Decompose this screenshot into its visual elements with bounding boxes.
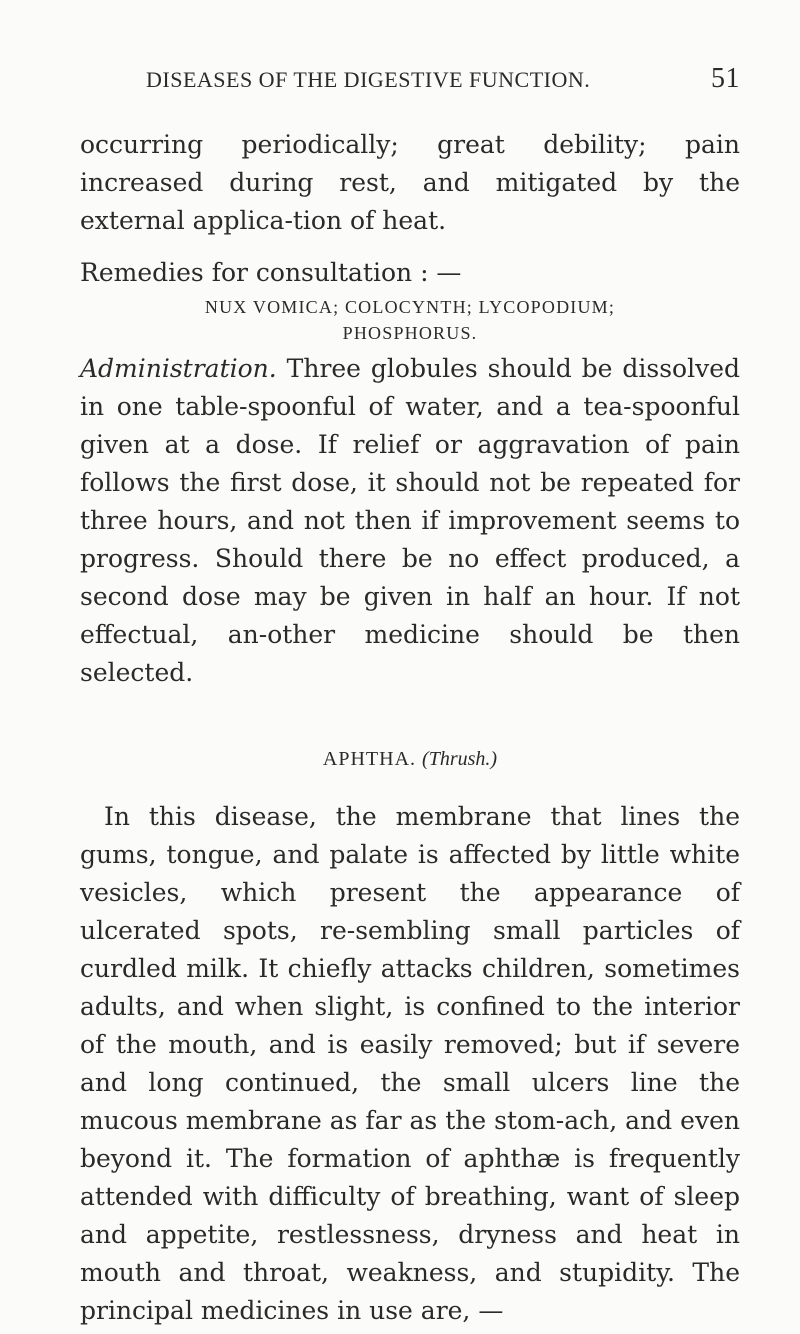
remedy-line-2: PHOSPHORUS.: [342, 323, 478, 343]
section-title: APHTHA.: [322, 748, 417, 770]
remedy-list: [80, 294, 740, 346]
page-number: 51: [711, 63, 740, 94]
book-page: [80, 60, 740, 1330]
section-subtitle: (Thrush.): [422, 748, 498, 770]
remedy-line-1: NUX VOMICA; COLOCYNTH; LYCOPODIUM;: [204, 297, 616, 317]
aphtha-paragraph: In this disease, the membrane that lines the gums, tongue, and palate is affected by little white vesicles, which present the appearance of ulcerated spots, re-sembling small particles of curdled milk. It chiefly attacks children, sometimes adults, and when slight, is confined to the interior of the mouth, and is easily removed; but if severe and long continued, the small ulcers line the mucous membrane as far as the stom-ach, and even beyond it. The formation of aphthæ is frequently attended with difficulty of breathing, want of sleep and appetite, restlessness, dryness and heat in mouth and throat, weakness, and stupidity. The principal medicines in use are, —: [80, 802, 740, 1325]
administration-lead: Administration.: [80, 354, 277, 383]
section-heading: [80, 740, 740, 778]
remedies-intro: Remedies for consultation : —: [80, 258, 462, 287]
running-head: [80, 60, 740, 100]
continuation-paragraph: occurring periodically; great debility; pain increased during rest, and mitigated by the external applica-tion of heat.: [80, 130, 740, 235]
running-head-title: DISEASES OF THE DIGESTIVE FUNCTION.: [146, 67, 591, 92]
administration-text: Three globules should be dissolved in one table-spoonful of water, and a tea-spoonful given at a dose. If relief or aggravation of pain follows the first dose, it should not be repeated for three hours, and not then if improvement seems to progress. Should there be no effect produced, a second dose may be given in half an hour. If not effectual, an-other medicine should be then selected.: [80, 354, 740, 687]
administration-paragraph: [80, 350, 740, 692]
